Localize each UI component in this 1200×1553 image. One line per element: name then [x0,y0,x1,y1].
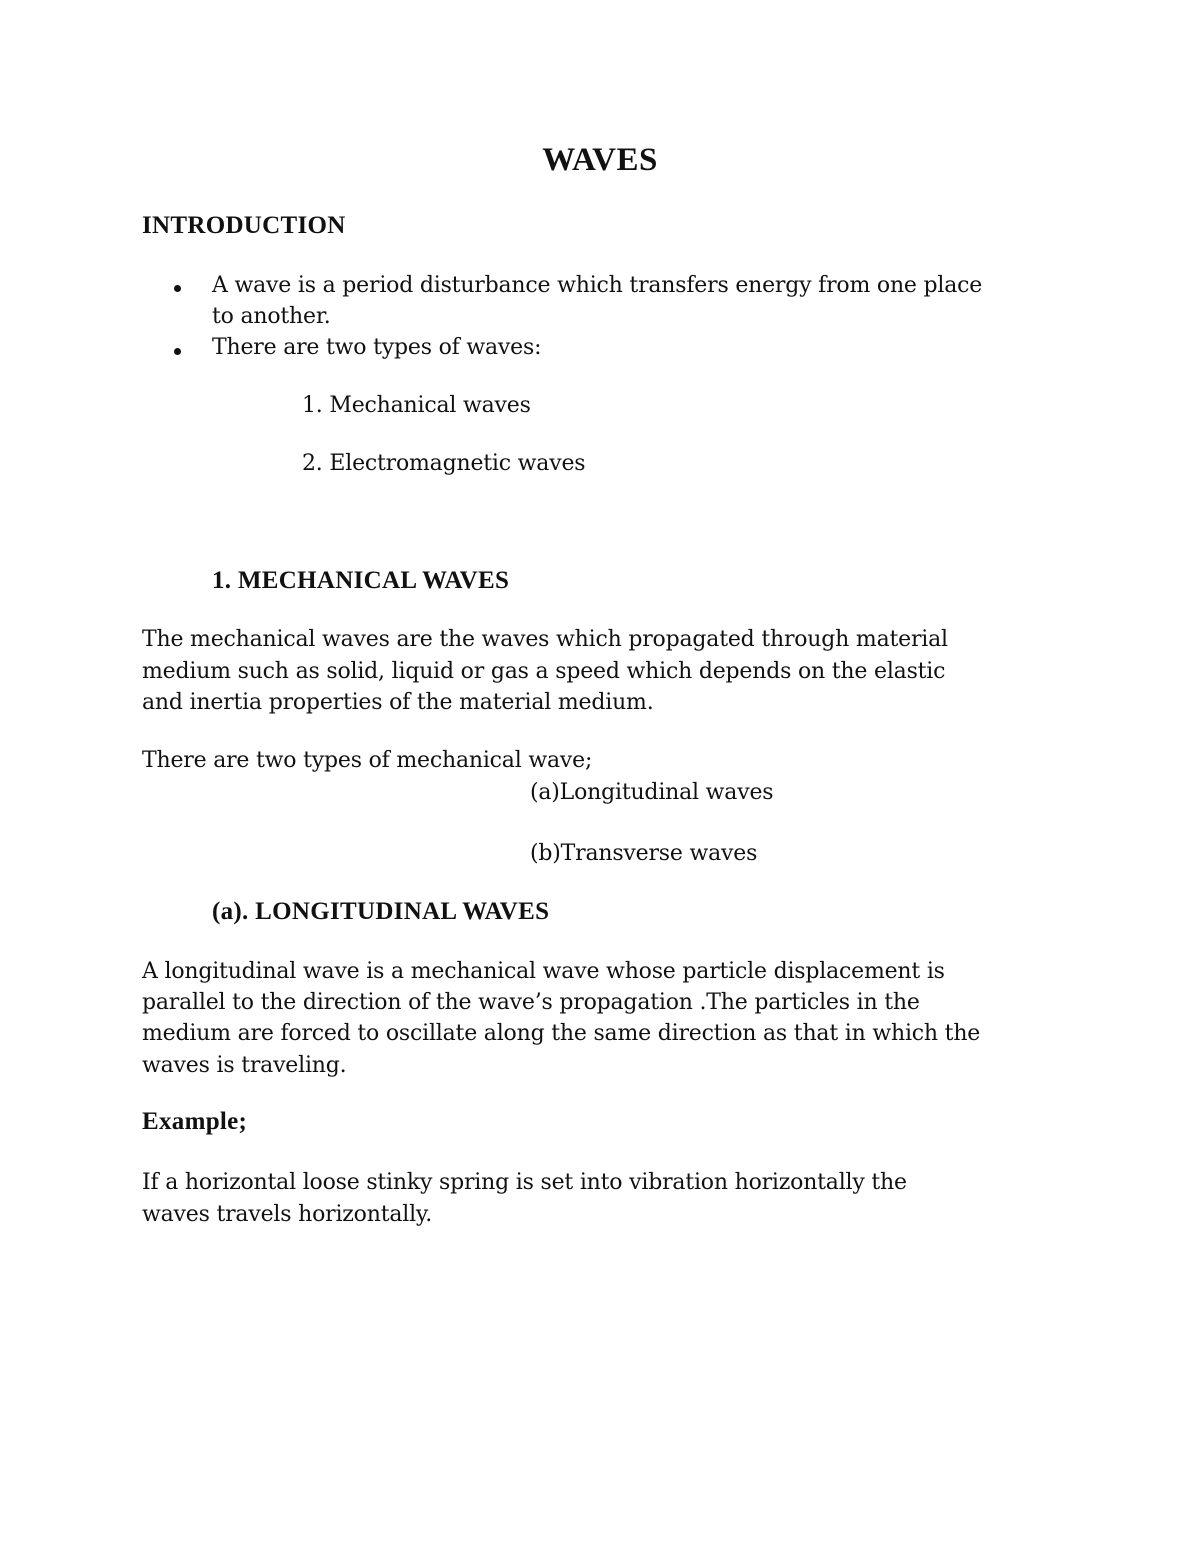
intro-bullet-2-line-1: There are two types of waves: [212,335,542,360]
example-line-1: If a horizontal loose stinky spring is set into vibration horizontally the [142,1170,907,1195]
longitudinal-para-line-2: parallel to the direction of the wave’s propagation .The particles in the [142,990,920,1015]
example-heading: Example; [142,1108,248,1135]
intro-bullet-1-line-2: to another. [212,304,331,329]
intro-bullet-1-line-1: A wave is a period disturbance which transfers energy from one place [212,273,983,298]
document-title: WAVES [542,142,658,178]
mechanical-heading: 1. MECHANICAL WAVES [212,567,510,594]
mechanical-para-line-1: The mechanical waves are the waves which propagated through material [142,627,948,652]
longitudinal-para-line-4: waves is traveling. [142,1053,347,1078]
longitudinal-para-line-1: A longitudinal wave is a mechanical wave whose particle displacement is [142,959,945,984]
mechanical-types-intro: There are two types of mechanical wave; [142,748,593,773]
bullet-icon [174,285,181,292]
wave-type-1: 1. Mechanical waves [302,393,531,418]
longitudinal-para-line-3: medium are forced to oscillate along the same direction as that in which the [142,1021,981,1046]
longitudinal-heading: (a). LONGITUDINAL WAVES [212,898,550,925]
example-line-2: waves travels horizontally. [142,1202,433,1227]
wave-type-2: 2. Electromagnetic waves [302,451,586,476]
mechanical-type-b: (b)Transverse waves [530,841,758,866]
introduction-heading: INTRODUCTION [142,212,346,239]
mechanical-para-line-3: and inertia properties of the material medium. [142,690,654,715]
mechanical-para-line-2: medium such as solid, liquid or gas a speed which depends on the elastic [142,659,946,684]
mechanical-type-a: (a)Longitudinal waves [530,780,774,805]
bullet-icon [174,348,181,355]
